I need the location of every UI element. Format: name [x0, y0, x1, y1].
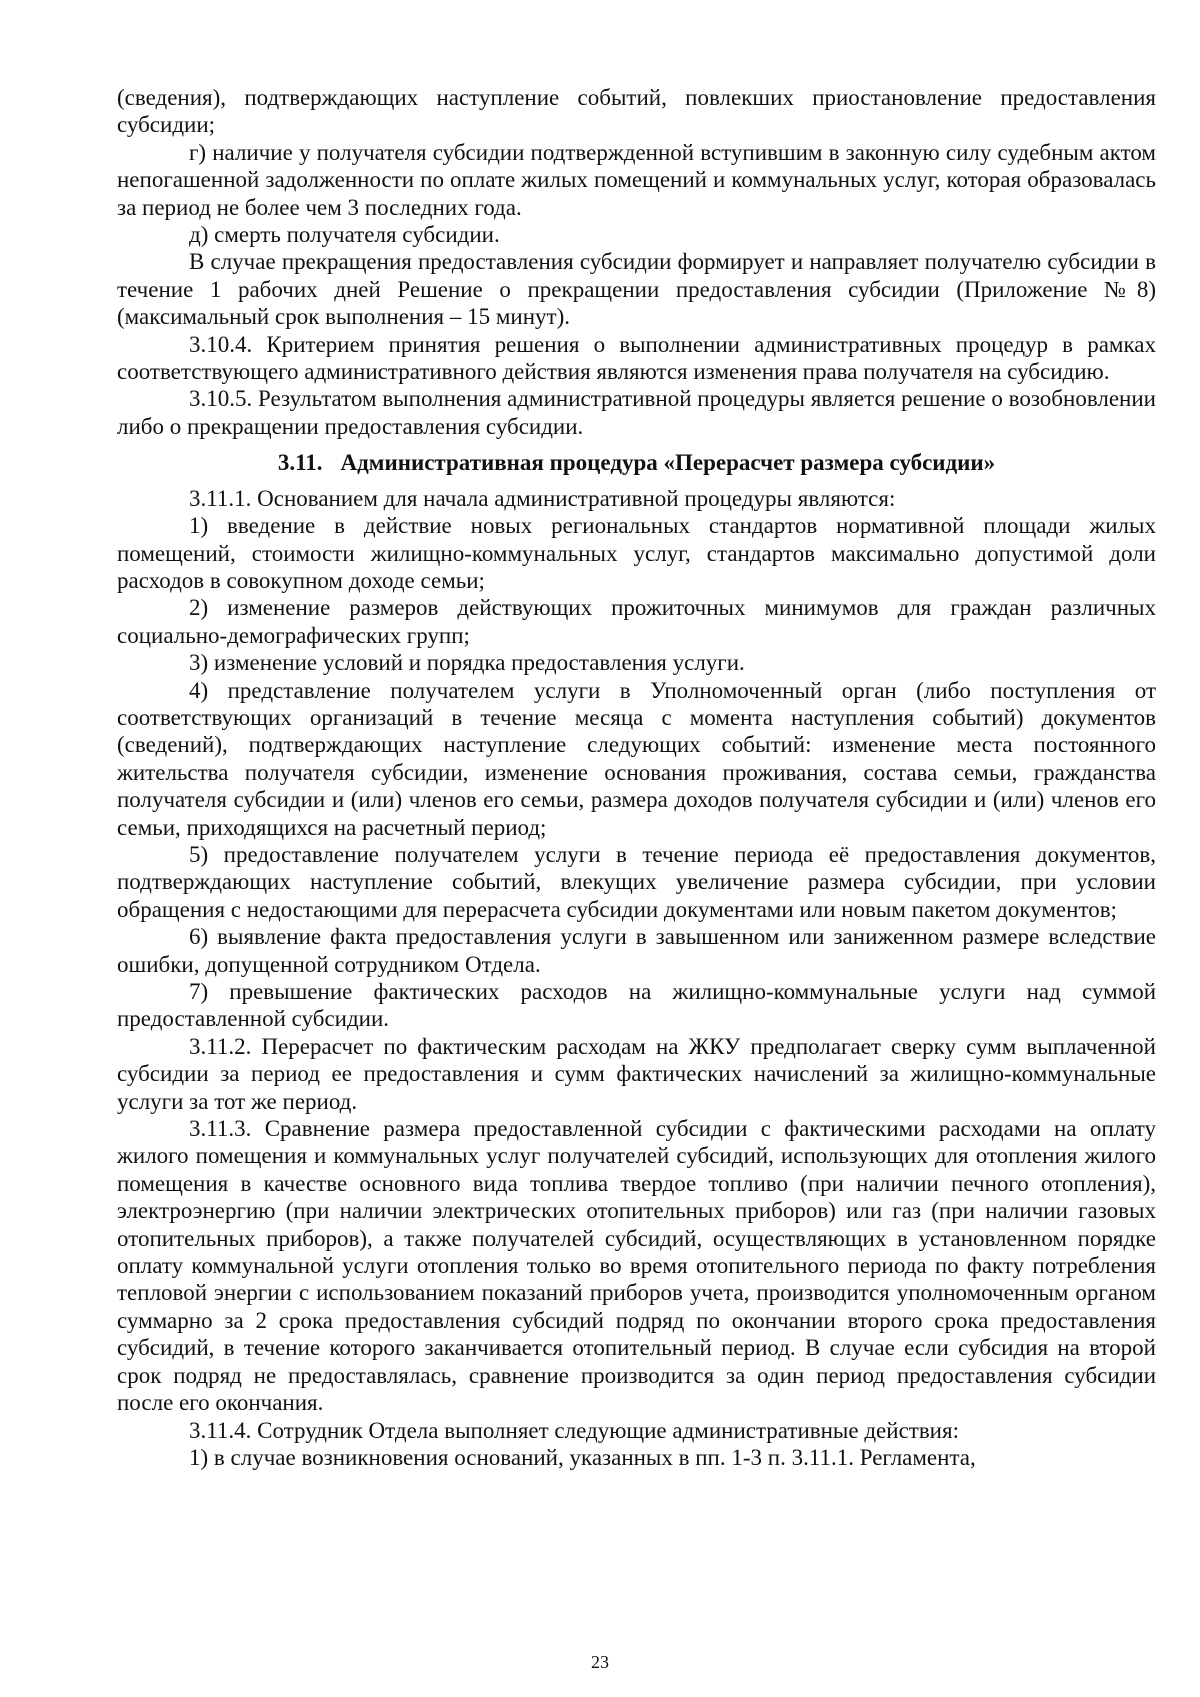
paragraph: г) наличие у получателя субсидии подтвержденной вступившим в законную силу судебным актом непогашенной задолженности по оплате жилых помещений и коммунальных услуг, которая образовалась за период не более чем 3 последних года.: [117, 139, 1156, 220]
paragraph: 1) введение в действие новых региональных стандартов нормативной площади жилых помещений, стоимости жилищно-коммунальных услуг, стандартов максимально допустимой доли расходов в совокупном доходе семьи;: [117, 513, 1156, 593]
section-heading-number: 3.11.: [277, 450, 323, 476]
paragraph: 5) предоставление получателем услуги в течение периода её предоставления документов, подтверждающих наступление событий, влекущих увеличение размера субсидии, при условии обращения с недостающими для перерасчета субсидии документами или новым пакетом документов;: [117, 841, 1156, 922]
paragraph: д) смерть получателя субсидии.: [189, 222, 500, 248]
paragraph: В случае прекращения предоставления субсидии формирует и направляет получателю субсидии в течение 1 рабочих дней Решение о прекращении предоставления субсидии (Приложение №8) (максимальный срок выполнения – 15 минут).: [117, 249, 1156, 330]
paragraphs-after-heading: [117, 485, 1156, 1472]
paragraphs-before-heading: [117, 84, 1156, 440]
section-heading: [117, 449, 1156, 476]
section-heading-title: Административная процедура «Перерасчет размера субсидии»: [340, 450, 996, 476]
paragraph: 3.11.2. Перерасчет по фактическим расходам на ЖКУ предполагает сверку сумм выплаченной субсидии за период ее предоставления и сумм фактических начислений за жилищно-коммунальные услуги за тот же период.: [117, 1033, 1156, 1114]
paragraph: 6) выявление факта предоставления услуги в завышенном или заниженном размере вследствие ошибки, допущенной сотрудником Отдела.: [117, 924, 1156, 977]
paragraph: 2) изменение размеров действующих прожиточных минимумов для граждан различных социально-демографических групп;: [117, 595, 1156, 648]
paragraph: 3.10.5. Результатом выполнения административной процедуры является решение о возобновлении либо о прекращении предоставления субсидии.: [117, 386, 1156, 439]
paragraph: 3.11.1. Основанием для начала административной процедуры являются:: [189, 485, 896, 511]
paragraph: 1) в случае возникновения оснований, указанных в пп. 1-3 п. 3.11.1. Регламента,: [189, 1444, 976, 1470]
paragraph: (сведения), подтверждающих наступление событий, повлекших приостановление предоставления субсидии;: [117, 85, 1156, 138]
paragraph: 7) превышение фактических расходов на жилищно-коммунальные услуги над суммой предоставленной субсидии.: [117, 979, 1156, 1032]
page-number: 23: [591, 1652, 609, 1672]
paragraph: 3.11.4. Сотрудник Отдела выполняет следующие административные действия:: [189, 1417, 959, 1443]
document-body: [117, 84, 1156, 1471]
paragraph: 3.11.3. Сравнение размера предоставленной субсидии с фактическими расходами на оплату жилого помещения и коммунальных услуг получателей субсидий, использующих для отопления жилого помещения в качестве основного вида топлива твердое топливо (при наличии печного отопления), электроэнергию (при наличии электрических отопительных приборов) или газ (при наличии газовых отопительных приборов), а также получателей субсидий, осуществляющих в установленном порядке оплату коммунальной услуги отопления только во время отопительного периода по факту потребления тепловой энергии с использованием показаний приборов учета, производится уполномоченным органом суммарно за 2 срока предоставления субсидий подряд по окончании второго срока предоставления субсидий, в течение которого заканчивается отопительный период. В случае если субсидия на второй срок подряд не предоставлялась, сравнение производится за один период предоставления субсидии после его окончания.: [117, 1116, 1156, 1416]
paragraph: 3) изменение условий и порядка предоставления услуги.: [189, 650, 745, 676]
paragraph: 4) представление получателем услуги в Уполномоченный орган (либо поступления от соответствующих организаций в течение месяца с момента наступления событий) документов (сведений), подтверждающих наступление следующих событий: изменение места постоянного жительства получателя субсидии, изменение основания проживания, состава семьи, гражданства получателя субсидии и (или) членов его семьи, размера доходов получателя субсидии и (или) членов его семьи, приходящихся на расчетный период;: [117, 677, 1156, 840]
paragraph: 3.10.4. Критерием принятия решения о выполнении административных процедур в рамках соответствующего административного действия являются изменения права получателя на субсидию.: [117, 331, 1156, 385]
